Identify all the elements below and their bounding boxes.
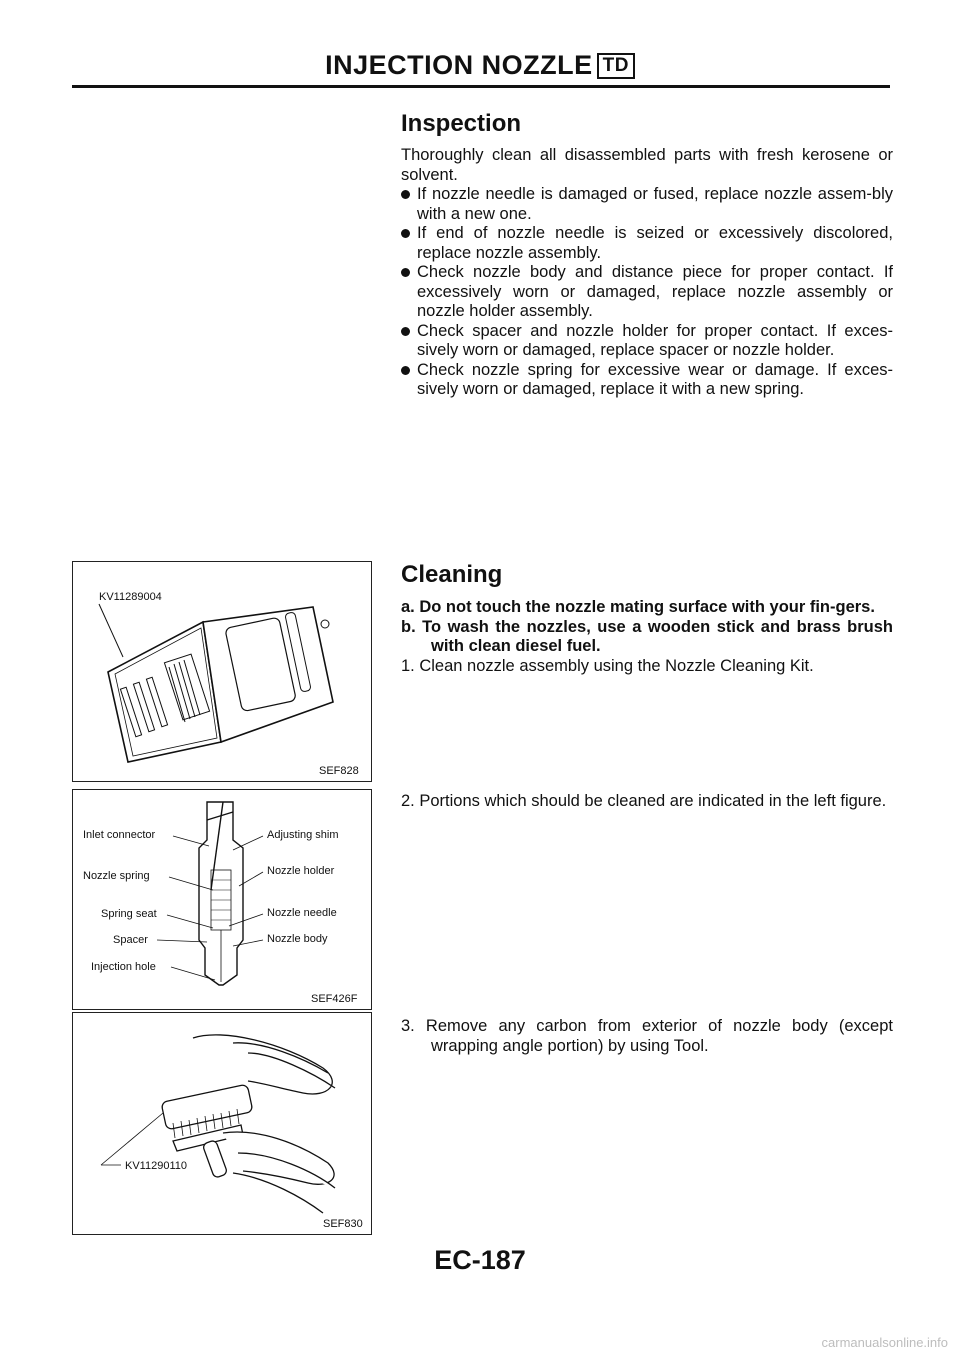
page-number: EC-187 bbox=[434, 1245, 526, 1275]
list-item: Check spacer and nozzle holder for proper contact. If exces-sively worn or damaged, replace spacer or nozzle holder. bbox=[401, 322, 893, 361]
cleaning-warning-a: a. Do not touch the nozzle mating surface with your fin-gers. bbox=[401, 598, 875, 616]
bullet-icon bbox=[401, 366, 410, 375]
label-adjusting-shim: Adjusting shim bbox=[267, 829, 339, 841]
list-item: If nozzle needle is damaged or fused, replace nozzle assem-bly with a new one. bbox=[401, 185, 893, 224]
cleaning-warning-b: b. To wash the nozzles, use a wooden stick and brass brush with clean diesel fuel. bbox=[401, 617, 893, 655]
header-title: INJECTION NOZZLE bbox=[325, 50, 593, 80]
label-nozzle-spring: Nozzle spring bbox=[83, 870, 150, 882]
label-spring-seat: Spring seat bbox=[101, 908, 157, 920]
figure-nozzle-section bbox=[72, 789, 372, 1010]
kit-tool-label: KV11289004 bbox=[99, 591, 162, 603]
list-item: Check nozzle body and distance piece for proper contact. If excessively worn or damaged, replace nozzle assembly or nozzle holder assembly. bbox=[401, 263, 893, 322]
nozzle-section-illustration bbox=[73, 790, 371, 1009]
figure-brass-brush bbox=[72, 1012, 372, 1235]
list-item: If end of nozzle needle is seized or excessively discolored, replace nozzle assembly. bbox=[401, 224, 893, 263]
inspection-list bbox=[401, 185, 893, 400]
label-nozzle-needle: Nozzle needle bbox=[267, 907, 337, 919]
inspection-intro: Thoroughly clean all disassembled parts with fresh kerosene or solvent. bbox=[401, 146, 893, 184]
inspection-section bbox=[401, 110, 893, 400]
header-rule bbox=[72, 85, 890, 88]
page-header bbox=[0, 50, 960, 81]
bullet-icon bbox=[401, 268, 410, 277]
bullet-icon bbox=[401, 229, 410, 238]
nozzle-figure-code: SEF426F bbox=[311, 993, 358, 1005]
brass-brush-illustration bbox=[73, 1013, 371, 1234]
label-spacer: Spacer bbox=[113, 934, 148, 946]
watermark: carmanualsonline.info bbox=[821, 1335, 948, 1350]
kit-figure-code: SEF828 bbox=[319, 765, 359, 777]
engine-badge: TD bbox=[597, 53, 635, 79]
label-inlet-connector: Inlet connector bbox=[83, 829, 156, 841]
list-item: Check nozzle spring for excessive wear or damage. If exces-sively worn or damaged, replace it with a new spring. bbox=[401, 361, 893, 400]
cleaning-step-2: 2. Portions which should be cleaned are indicated in the left figure. bbox=[401, 792, 887, 810]
label-injection-hole: Injection hole bbox=[91, 961, 156, 973]
bullet-icon bbox=[401, 190, 410, 199]
inspection-heading: Inspection bbox=[401, 110, 522, 137]
cleaning-step-3: 3. Remove any carbon from exterior of nozzle body (except wrapping angle portion) by using Tool. bbox=[401, 1017, 893, 1055]
cleaning-step-2-block bbox=[401, 792, 893, 812]
cleaning-section bbox=[401, 561, 893, 676]
figure-cleaning-kit bbox=[72, 561, 372, 782]
cleaning-heading: Cleaning bbox=[401, 561, 503, 588]
bullet-icon bbox=[401, 327, 410, 336]
brush-tool-label: KV11290110 bbox=[125, 1160, 187, 1172]
cleaning-kit-illustration bbox=[73, 562, 371, 781]
brush-figure-code: SEF830 bbox=[323, 1218, 363, 1230]
cleaning-step-3-block bbox=[401, 1017, 893, 1056]
label-nozzle-body: Nozzle body bbox=[267, 933, 328, 945]
label-nozzle-holder: Nozzle holder bbox=[267, 865, 335, 877]
cleaning-step-1: 1. Clean nozzle assembly using the Nozzle Cleaning Kit. bbox=[401, 656, 814, 675]
